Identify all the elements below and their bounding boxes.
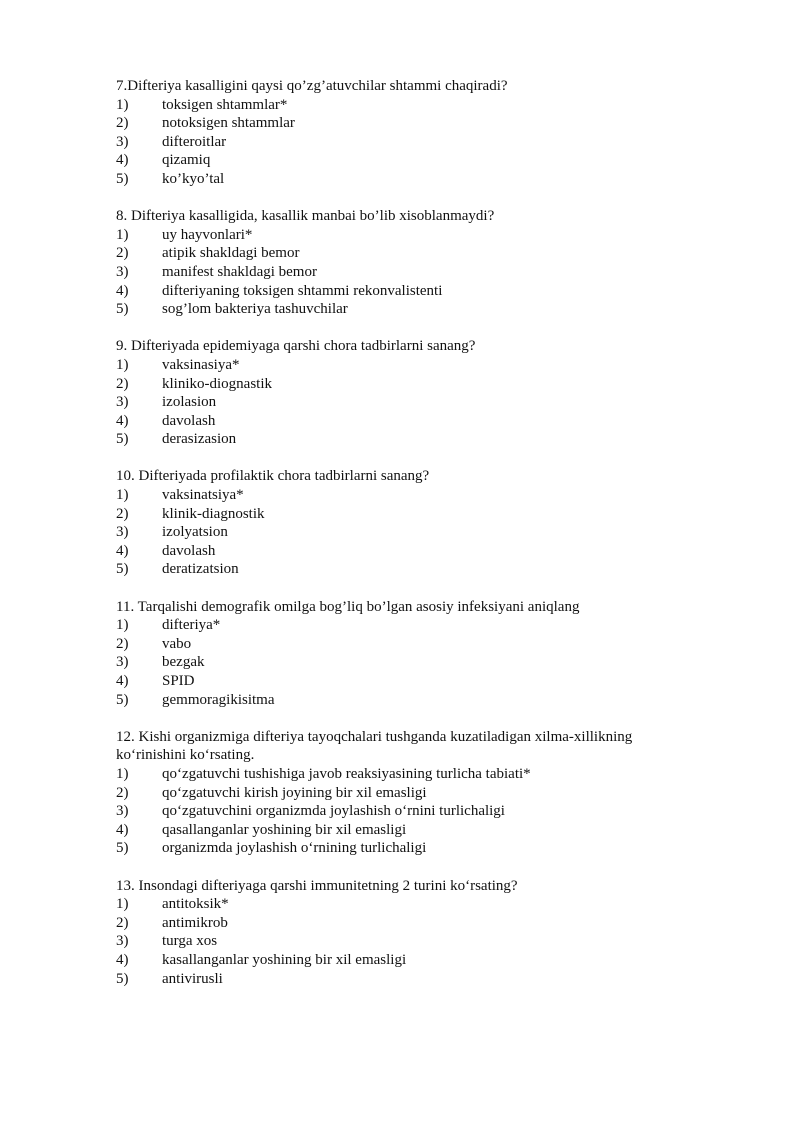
option-text: turga xos — [162, 933, 218, 950]
option-number: 3) — [116, 933, 129, 950]
answer-option — [116, 951, 686, 970]
option-number: 3) — [116, 394, 129, 411]
option-number: 1) — [116, 487, 129, 504]
option-number: 5) — [116, 970, 129, 987]
option-number: 2) — [116, 375, 129, 392]
answer-option — [116, 375, 686, 394]
answer-option — [116, 523, 686, 542]
option-text: kasallanganlar yoshining bir xil emasligi — [162, 951, 407, 968]
option-number: 1) — [116, 226, 129, 243]
option-number: 1) — [116, 896, 129, 913]
option-number: 2) — [116, 635, 129, 652]
option-text: gemmoragikisitma — [162, 691, 275, 708]
answer-option — [116, 895, 686, 914]
option-text: kliniko-diognastik — [162, 375, 272, 392]
option-text: qo‘zgatuvchi kirish joyining bir xil emasligi — [162, 784, 427, 801]
option-number: 3) — [116, 524, 129, 541]
answer-option — [116, 784, 686, 803]
option-number: 4) — [116, 282, 129, 299]
question-11 — [116, 598, 686, 710]
answer-option — [116, 542, 686, 561]
option-text: uy hayvonlari* — [162, 226, 253, 243]
answer-option — [116, 635, 686, 654]
option-number: 4) — [116, 673, 129, 689]
answer-option — [116, 821, 686, 840]
answer-option — [116, 653, 686, 672]
option-text: antimikrob — [162, 914, 228, 931]
question-13 — [116, 877, 686, 989]
answer-option — [116, 765, 686, 784]
option-number: 1) — [116, 96, 129, 113]
option-number: 4) — [116, 542, 129, 559]
answer-option — [116, 914, 686, 933]
option-text: SPID — [162, 673, 195, 689]
option-text: qizamiq — [162, 152, 211, 169]
option-text: atipik shakldagi bemor — [162, 245, 300, 262]
question-10 — [116, 467, 686, 579]
option-number: 5) — [116, 561, 129, 578]
option-text: antitoksik* — [162, 896, 229, 913]
option-text: antivirusli — [162, 970, 223, 987]
question-8 — [116, 207, 686, 319]
option-text: qasallanganlar yoshining bir xil emasligi — [162, 821, 407, 838]
option-text: qo‘zgatuvchi tushishiga javob reaksiyasining turlicha tabiati* — [162, 765, 531, 782]
option-text: vaksinatsiya* — [162, 487, 244, 504]
answer-option — [116, 486, 686, 505]
option-text: notoksigen shtammlar — [162, 115, 295, 132]
option-text: izolyatsion — [162, 524, 228, 541]
answer-option — [116, 430, 686, 449]
answer-option — [116, 672, 686, 691]
option-text: difteroitlar — [162, 133, 227, 150]
option-number: 3) — [116, 654, 129, 671]
question-9 — [116, 337, 686, 449]
option-number: 2) — [116, 914, 129, 931]
answer-option — [116, 691, 686, 710]
option-text: davolash — [162, 542, 216, 559]
answer-option — [116, 170, 686, 189]
option-number: 4) — [116, 152, 129, 169]
question-text: 9. Difteriyada epidemiyaga qarshi chora tadbirlarni sanang? — [116, 338, 476, 355]
answer-option — [116, 114, 686, 133]
question-7 — [116, 77, 686, 189]
question-text: 13. Insondagi difteriyaga qarshi immunitetning 2 turini ko‘rsating? — [116, 877, 518, 894]
option-number: 1) — [116, 617, 129, 634]
option-number: 3) — [116, 803, 129, 820]
option-text: deratizatsion — [162, 561, 239, 578]
answer-option — [116, 412, 686, 431]
option-number: 2) — [116, 505, 129, 522]
option-text: organizmda joylashish o‘rnining turlichaligi — [162, 840, 427, 857]
question-text: 8. Difteriya kasalligida, kasallik manbai bo’lib xisoblanmaydi? — [116, 208, 495, 225]
answer-option — [116, 505, 686, 524]
option-text: ko’kyo’tal — [162, 170, 225, 187]
answer-option — [116, 932, 686, 951]
option-text: qo‘zgatuvchini organizmda joylashish o‘rnini turlichaligi — [162, 803, 505, 820]
option-text: manifest shakldagi bemor — [162, 263, 317, 280]
answer-option — [116, 616, 686, 635]
answer-option — [116, 133, 686, 152]
answer-option — [116, 560, 686, 579]
option-text: sog’lom bakteriya tashuvchilar — [162, 301, 348, 318]
option-number: 5) — [116, 431, 129, 448]
question-text: 10. Difteriyada profilaktik chora tadbirlarni sanang? — [116, 468, 430, 485]
answer-option — [116, 300, 686, 319]
option-number: 3) — [116, 133, 129, 150]
answer-option — [116, 96, 686, 115]
option-number: 5) — [116, 301, 129, 318]
answer-option — [116, 151, 686, 170]
option-text: derasizasion — [162, 431, 237, 448]
answer-option — [116, 282, 686, 301]
option-number: 1) — [116, 356, 129, 373]
option-number: 4) — [116, 412, 129, 429]
option-text: vabo — [162, 635, 192, 652]
option-number: 2) — [116, 245, 129, 262]
option-number: 3) — [116, 263, 129, 280]
answer-option — [116, 393, 686, 412]
option-text: davolash — [162, 412, 216, 429]
answer-option — [116, 839, 686, 858]
question-text: 12. Kishi organizmiga difteriya tayoqchalari tushganda kuzatiladigan xilma-xillikning ko‘rinishini ko‘rsating. — [116, 728, 633, 764]
option-number: 2) — [116, 784, 129, 801]
option-number: 4) — [116, 951, 129, 968]
option-text: bezgak — [162, 654, 205, 671]
question-text: 7.Difteriya kasalligini qaysi qo’zg’atuvchilar shtammi chaqiradi? — [116, 78, 508, 94]
option-number: 2) — [116, 115, 129, 132]
answer-option — [116, 226, 686, 245]
answer-option — [116, 802, 686, 821]
option-number: 4) — [116, 821, 129, 838]
document-page — [116, 77, 686, 1007]
option-text: klinik-diagnostik — [162, 505, 265, 522]
option-text: toksigen shtammlar* — [162, 96, 288, 113]
option-text: vaksinasiya* — [162, 356, 240, 373]
option-text: difteriya* — [162, 617, 221, 634]
answer-option — [116, 263, 686, 282]
option-number: 5) — [116, 170, 129, 187]
option-number: 5) — [116, 691, 129, 708]
question-12 — [116, 728, 686, 858]
option-text: difteriyaning toksigen shtammi rekonvalistenti — [162, 282, 443, 299]
answer-option — [116, 244, 686, 263]
answer-option — [116, 356, 686, 375]
option-number: 5) — [116, 840, 129, 857]
option-text: izolasion — [162, 394, 217, 411]
answer-option — [116, 970, 686, 989]
question-text: 11. Tarqalishi demografik omilga bog’liq bo’lgan asosiy infeksiyani aniqlang — [116, 598, 580, 615]
option-number: 1) — [116, 765, 129, 782]
